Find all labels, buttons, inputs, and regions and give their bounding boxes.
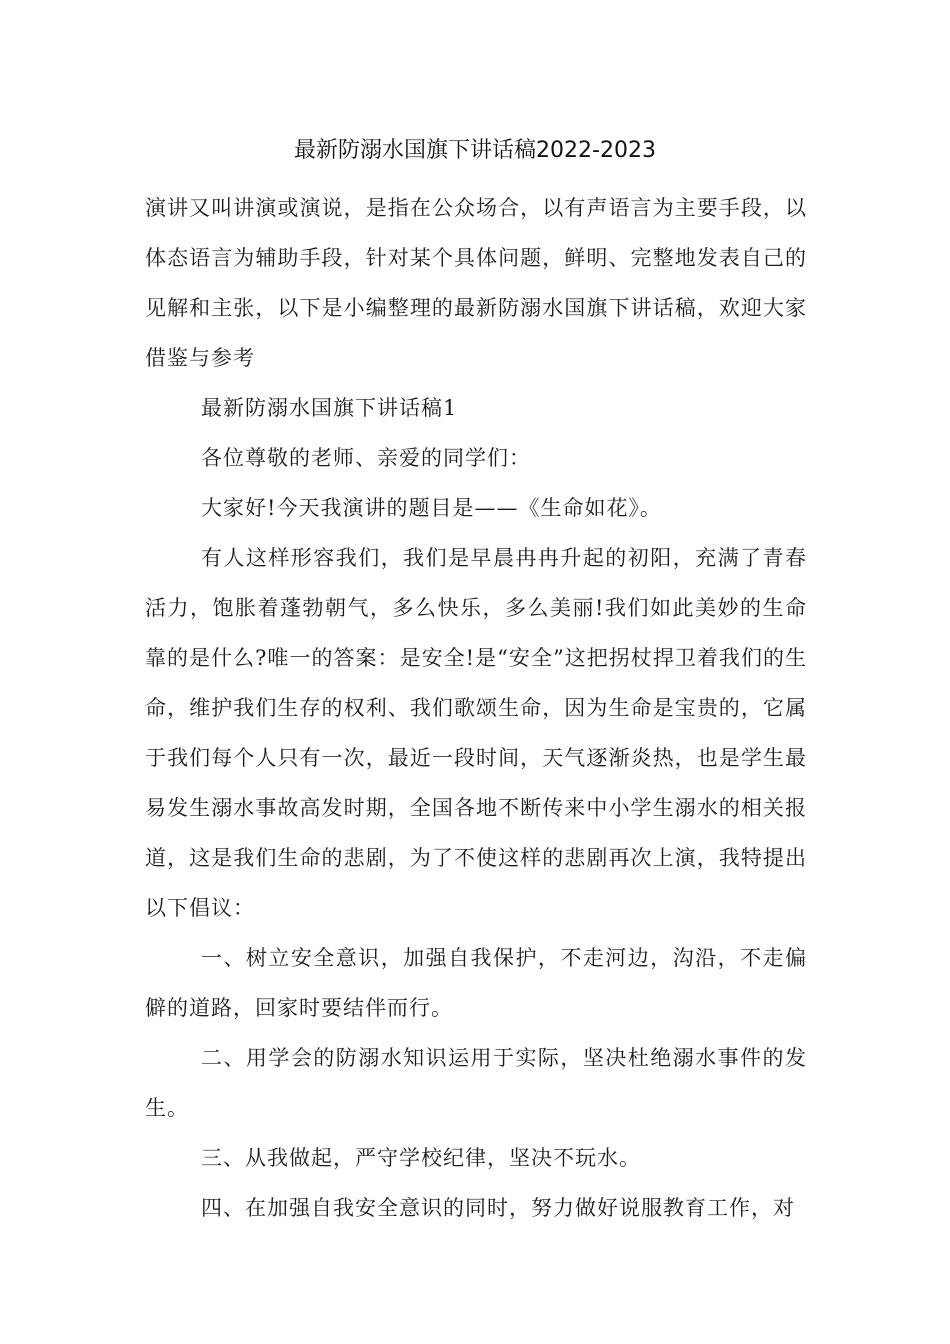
proposal-item-4: 四、在加强自我安全意识的同时，努力做好说服教育工作，对 xyxy=(201,1196,795,1220)
document-body xyxy=(145,183,807,1233)
greeting-paragraph: 大家好!今天我演讲的题目是——《生命如花》。 xyxy=(201,496,662,520)
proposal-item-3: 三、从我做起，严守学校纪律，坚决不玩水。 xyxy=(201,1146,641,1170)
intro-paragraph: 演讲又叫讲演或演说，是指在公众场合，以有声语言为主要手段，以体态语言为辅助手段，针对某个具体问题，鲜明、完整地发表自己的见解和主张，以下是小编整理的最新防溺水国旗下讲话稿，欢迎大家借鉴与参考 xyxy=(145,196,807,370)
proposal-item-1: 一、树立安全意识，加强自我保护，不走河边，沟沿，不走偏僻的道路，回家时要结伴而行。 xyxy=(145,946,807,1020)
proposal-item-2: 二、用学会的防溺水知识运用于实际，坚决杜绝溺水事件的发生。 xyxy=(145,1046,807,1120)
document-title: 最新防溺水国旗下讲话稿2022-2023 xyxy=(294,138,656,163)
body-paragraph: 有人这样形容我们，我们是早晨冉冉升起的初阳，充满了青春活力，饱胀着蓬勃朝气，多么快乐，多么美丽!我们如此美妙的生命靠的是什么?唯一的答案：是安全!是“安全”这把拐杖捍卫着我们的生命，维护我们生存的权利、我们歌颂生命，因为生命是宝贵的，它属于我们每个人只有一次，最近一段时间，天气逐渐炎热，也是学生最易发生溺水事故高发时期，全国各地不断传来中小学生溺水的相关报道，这是我们生命的悲剧，为了不使这样的悲剧再次上演，我特提出以下倡议： xyxy=(145,546,807,920)
salutation-paragraph: 各位尊敬的老师、亲爱的同学们： xyxy=(201,446,531,470)
speech-heading: 最新防溺水国旗下讲话稿1 xyxy=(201,396,458,420)
